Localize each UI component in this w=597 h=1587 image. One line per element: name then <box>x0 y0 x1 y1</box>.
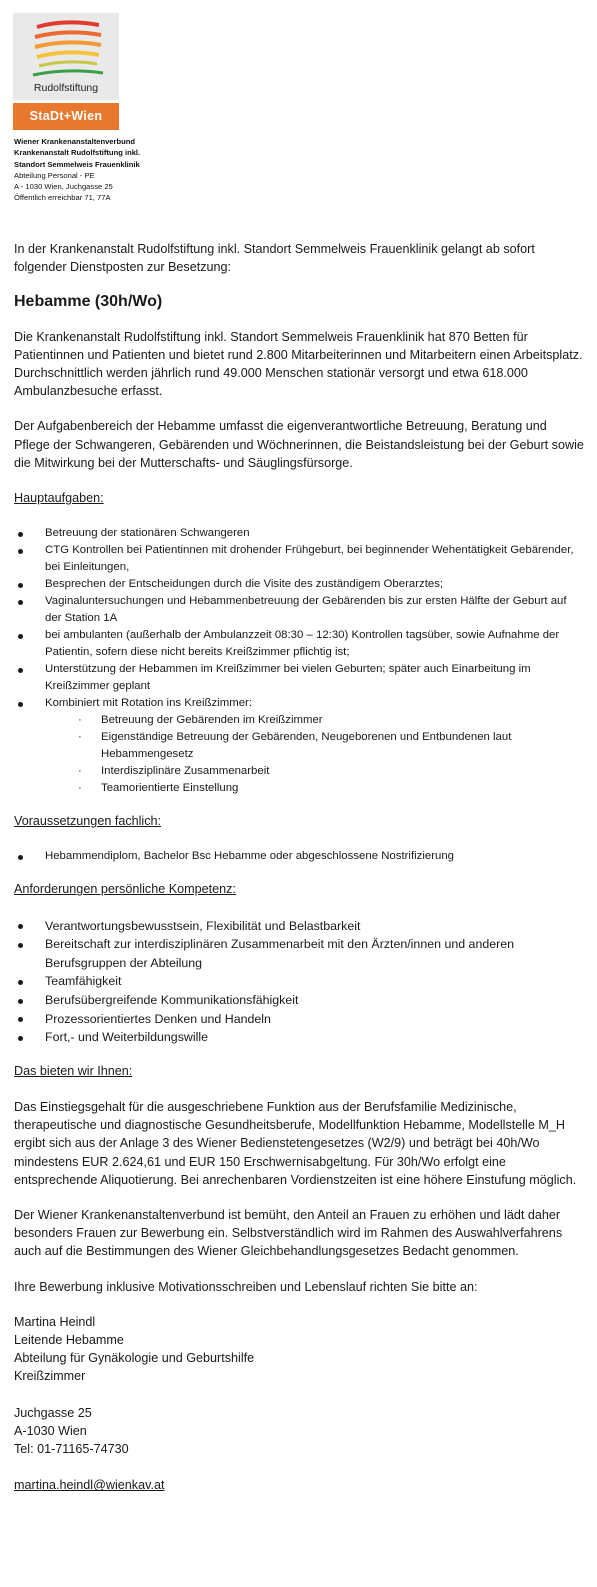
posting-body <box>14 240 584 1494</box>
contact-department: Abteilung für Gynäkologie und Geburtshilfe <box>14 1351 255 1366</box>
address-line: Wiener Krankenanstaltenverbund <box>14 137 136 146</box>
anforderungen-list <box>14 917 584 1047</box>
description-paragraph: Der Aufgabenbereich der Hebamme umfasst die eigenverantwortliche Betreuung, Beratung und Pflege der Schwangeren, Gebärenden und Wöchnerinnen, die Beistandsleistung bei der Geburt sowie die Mitwirkung bei der Mutterschafts- und Säuglingsfürsorge. <box>14 419 584 470</box>
section-heading-anforderungen: Anforderungen persönliche Kompetenz: <box>14 882 236 897</box>
intro-text: In der Krankenanstalt Rudolfstiftung inkl. Standort Semmelweis Frauenklinik gelangt ab sofort folgender Dienstposten zur Besetzung: <box>14 242 535 275</box>
list-item <box>14 695 584 797</box>
stadt-wien-badge: StaDt+Wien <box>13 103 119 130</box>
rotation-sublist <box>45 712 584 797</box>
contact-role: Leitende Hebamme <box>14 1333 124 1348</box>
application-paragraph: Ihre Bewerbung inklusive Motivationsschreiben und Lebenslauf richten Sie bitte an: <box>14 1279 478 1294</box>
rudolfstiftung-logo <box>13 13 119 100</box>
contact-email-link[interactable]: martina.heindl@wienkav.at <box>14 1478 165 1493</box>
hauptaufgaben-list <box>14 525 584 797</box>
address-line: Abteilung Personal - PE <box>14 170 95 180</box>
list-item: CTG Kontrollen bei Patientinnen mit drohender Frühgeburt, bei beginnender Wehentätigkeit Gebärender, bei Einleitungen, <box>14 542 584 576</box>
list-item: Unterstützung der Hebammen im Kreißzimmer bei vielen Geburten; später auch Einarbeitung im Kreißzimmer geplant <box>14 661 584 695</box>
list-item: Hebammendiplom, Bachelor Bsc Hebamme oder abgeschlossene Nostrifizierung <box>14 848 584 865</box>
list-item: Verantwortungsbewusstsein, Flexibilität und Belastbarkeit <box>14 917 584 936</box>
equality-paragraph: Der Wiener Krankenanstaltenverbund ist bemüht, den Anteil an Frauen zu erhöhen und lädt daher besonders Frauen zur Bewerbung ein. Selbstverständlich wird im Rahmen des Auswahlverfahrens auch auf die Bestimmungen des Wiener Gleichbehandlungsgesetzes Bedacht genommen. <box>14 1208 563 1259</box>
address-line: Krankenanstalt Rudolfstiftung inkl. <box>14 148 141 158</box>
list-item: Prozessorientiertes Denken und Handeln <box>14 1010 584 1029</box>
section-heading-hauptaufgaben: Hauptaufgaben: <box>14 491 104 506</box>
contact-block <box>14 1313 584 1495</box>
address-line: A - 1030 Wien, Juchgasse 25 <box>14 182 113 192</box>
list-item: Vaginaluntersuchungen und Hebammenbetreuung der Gebärenden bis zur ersten Hälfte der Geburt auf der Station 1A <box>14 593 584 627</box>
list-item: Betreuung der stationären Schwangeren <box>14 525 584 542</box>
list-item: bei ambulanten (außerhalb der Ambulanzzeit 08:30 – 12:30) Kontrollen tagsüber, sowie Aufnahme der Patientin, sofern diese nicht bereits Kreißzimmer pflichtig ist; <box>14 627 584 661</box>
contact-unit: Kreißzimmer <box>14 1369 86 1384</box>
list-item: Bereitschaft zur interdisziplinären Zusammenarbeit mit den Ärzten/innen und anderen Berufsgruppen der Abteilung <box>14 935 584 972</box>
sender-address <box>14 136 140 204</box>
job-title: Hebamme (30h/Wo) <box>14 293 163 311</box>
voraussetzungen-list <box>14 848 584 865</box>
list-item: Besprechen der Entscheidungen durch die Visite des zuständigem Oberarztes; <box>14 576 584 593</box>
sub-list-item: · Betreuung der Gebärenden im Kreißzimmer <box>45 712 584 729</box>
section-heading-angebot: Das bieten wir Ihnen: <box>14 1063 133 1078</box>
list-item: Teamfähigkeit <box>14 972 584 991</box>
sub-list-item: · Interdisziplinäre Zusammenarbeit <box>45 763 584 780</box>
contact-name: Martina Heindl <box>14 1314 96 1329</box>
section-heading-voraussetzungen: Voraussetzungen fachlich: <box>14 814 162 829</box>
address-line: Öffentlich erreichbar 71, 77A <box>14 193 111 203</box>
list-item-label: Kombiniert mit Rotation ins Kreißzimmer: <box>45 697 252 710</box>
salary-paragraph: Das Einstiegsgehalt für die ausgeschriebene Funktion aus der Berufsfamilie Medizinische, therapeutische und diagnostische Gesundheitsberufe, Modellfunktion Hebamme, Modellstelle M_H ergibt sich aus der Anlage 3 des Wiener Bedienstetengesetzes (W2/9) und beträgt bei 40h/Wo mindestens EUR 2.624,61 und EUR 150 Erschwernisabgeltung. Für 30h/Wo erfolgt eine entsprechende Aliquotierung. Bei anrechenbaren Vordienstzeiten ist eine höhere Einstufung möglich. <box>14 1100 577 1187</box>
description-paragraph: Die Krankenanstalt Rudolfstiftung inkl. Standort Semmelweis Frauenklinik hat 870 Betten für Patientinnen und Patienten und bietet rund 2.800 Mitarbeiterinnen und Mitarbeitern einen Arbeitsplatz. Durchschnittlich werden jährlich rund 49.000 Menschen stationär versorgt und etwa 618.000 Ambulanzbesuche erfasst. <box>14 329 583 399</box>
contact-city: A-1030 Wien <box>14 1423 87 1438</box>
contact-phone: Tel: 01-71165-74730 <box>14 1442 129 1457</box>
list-item: Fort,- und Weiterbildungswille <box>14 1028 584 1047</box>
contact-street: Juchgasse 25 <box>14 1405 92 1420</box>
address-line: Standort Semmelweis Frauenklinik <box>14 159 140 169</box>
list-item: Berufsübergreifende Kommunikationsfähigkeit <box>14 991 584 1010</box>
logo-text: Rudolfstiftung <box>33 82 99 94</box>
sub-list-item: · Eigenständige Betreuung der Gebärenden, Neugeborenen und Entbundenen laut Hebammengesetz <box>45 729 584 763</box>
sub-list-item: · Teamorientierte Einstellung <box>45 780 584 797</box>
